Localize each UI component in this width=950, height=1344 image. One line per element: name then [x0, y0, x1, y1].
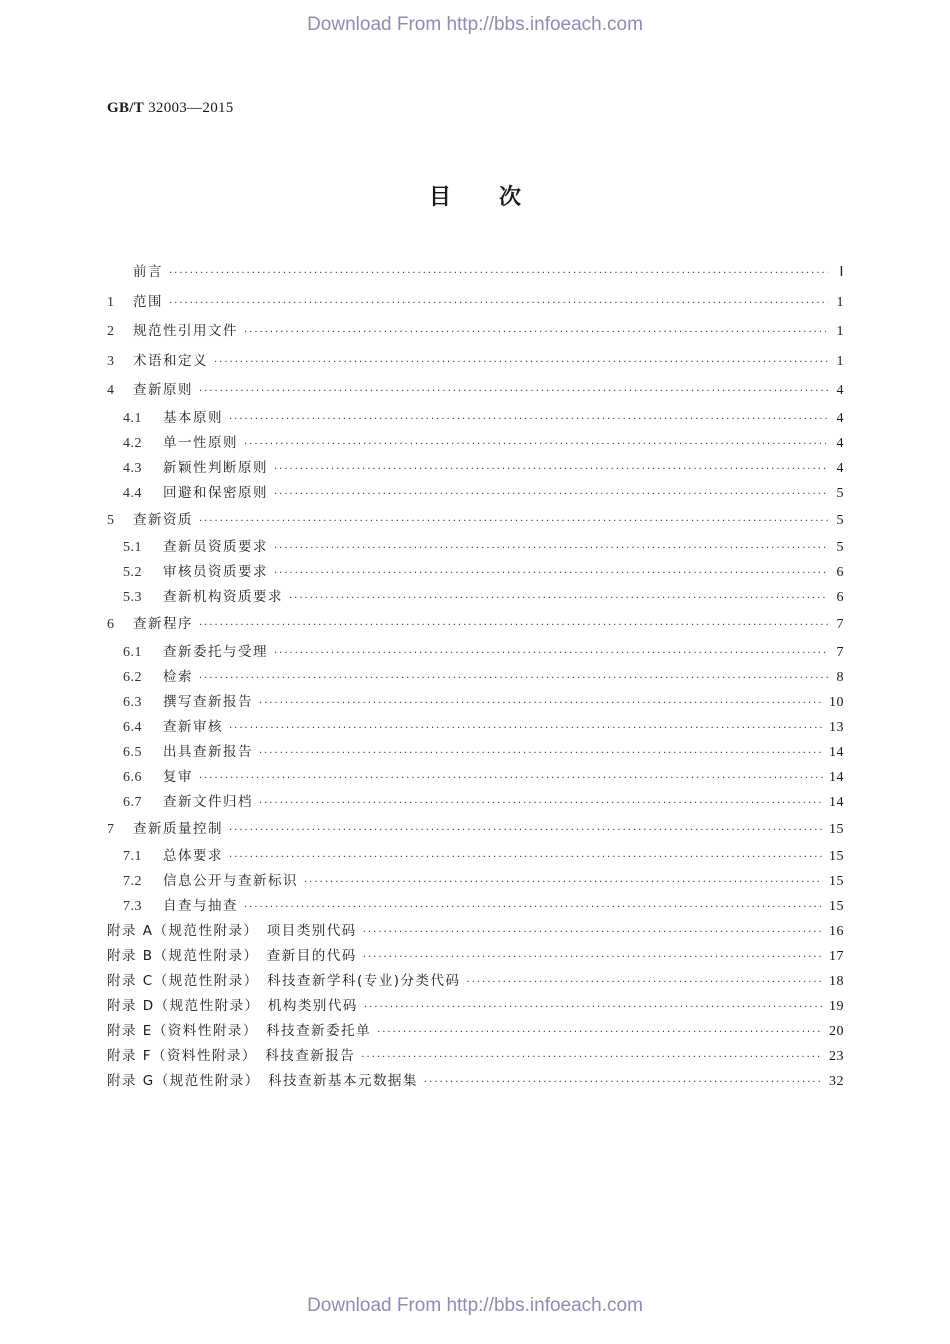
toc-entry-label: 附录 E（资料性附录） 科技查新委托单 [107, 1023, 372, 1039]
toc-entry-number: 7.3 [123, 899, 142, 914]
dot-leader [214, 348, 828, 378]
table-of-contents [107, 258, 844, 1094]
toc-entry[interactable] [107, 347, 844, 377]
toc-entry-page: Ⅰ [839, 265, 844, 280]
toc-entry[interactable] [107, 317, 844, 347]
toc-entry-number: 7.1 [123, 849, 142, 864]
toc-entry[interactable] [107, 994, 844, 1019]
toc-entry[interactable] [107, 690, 844, 715]
toc-entry[interactable] [107, 610, 844, 640]
dot-leader [361, 1045, 823, 1070]
toc-entry-number: 4.4 [123, 485, 142, 501]
toc-entry-number: 6.1 [123, 644, 142, 660]
toc-entry-label: 范围 [133, 293, 163, 310]
toc-entry-number: 5.1 [123, 540, 142, 555]
toc-entry-label: 附录 A（规范性附录） 项目类别代码 [107, 923, 357, 939]
toc-entry-number: 6.7 [123, 794, 142, 810]
toc-entry-number: 4 [107, 383, 115, 398]
toc-entry-label: 查新原则 [133, 382, 193, 398]
toc-entry-number: 7 [107, 821, 115, 837]
dot-leader [229, 407, 828, 432]
watermark-top: Download From http://bbs.infoeach.com [307, 14, 643, 35]
toc-entry[interactable] [107, 288, 844, 318]
toc-entry-label: 查新质量控制 [133, 820, 223, 837]
toc-entry-page: 15 [829, 874, 844, 889]
toc-entry[interactable] [107, 406, 844, 431]
toc-entry-label: 撰写查新报告 [163, 693, 253, 710]
toc-entry-label: 回避和保密原则 [163, 484, 268, 501]
toc-entry-page: 6 [836, 565, 844, 580]
dot-leader [467, 970, 823, 995]
toc-entry-label: 术语和定义 [133, 352, 208, 369]
toc-entry-label: 新颖性判断原则 [163, 459, 268, 476]
toc-entry-page: 15 [829, 849, 844, 864]
toc-entry-label: 附录 B（规范性附录） 查新目的代码 [107, 948, 357, 964]
dot-leader [199, 611, 828, 641]
toc-entry-number: 6.5 [123, 744, 142, 760]
dot-leader [363, 945, 823, 970]
dot-leader [377, 1020, 823, 1045]
dot-leader [259, 791, 823, 816]
toc-entry[interactable] [107, 894, 844, 919]
toc-entry[interactable] [107, 258, 844, 288]
toc-entry-label: 查新资质 [133, 511, 193, 528]
toc-entry[interactable] [107, 869, 844, 894]
watermark-bottom: Download From http://bbs.infoeach.com [307, 1295, 643, 1316]
toc-entry-page: 4 [836, 460, 844, 476]
toc-entry-number: 5 [107, 512, 115, 528]
toc-entry-number: 2 [107, 324, 115, 339]
dot-leader [274, 641, 828, 666]
toc-entry-page: 4 [836, 410, 844, 426]
toc-entry[interactable] [107, 535, 844, 560]
toc-entry-page: 10 [829, 694, 844, 710]
toc-entry-number: 1 [107, 294, 115, 310]
toc-entry-page: 7 [836, 617, 844, 632]
toc-entry-page: 16 [829, 924, 844, 939]
dot-leader [304, 870, 823, 895]
toc-entry-label: 信息公开与查新标识 [163, 873, 298, 889]
dot-leader [274, 457, 828, 482]
dot-leader [229, 716, 823, 741]
dot-leader [259, 741, 823, 766]
dot-leader [274, 561, 828, 586]
dot-leader [199, 666, 828, 691]
toc-entry-number: 6 [107, 617, 115, 632]
toc-entry-number: 6.6 [123, 769, 142, 785]
dot-leader [424, 1070, 823, 1095]
dot-leader [229, 845, 823, 870]
toc-entry-label: 附录 G（规范性附录） 科技查新基本元数据集 [107, 1073, 419, 1089]
toc-entry-number: 6.3 [123, 694, 142, 710]
toc-entry-page: 1 [836, 294, 844, 310]
toc-entry-label: 总体要求 [163, 848, 223, 864]
toc-entry[interactable] [107, 456, 844, 481]
toc-entry-page: 15 [829, 821, 844, 837]
toc-entry-page: 8 [836, 669, 844, 685]
toc-entry-number: 4.3 [123, 460, 142, 476]
dot-leader [363, 920, 823, 945]
toc-entry-page: 7 [836, 644, 844, 660]
toc-entry-label: 前言 [133, 264, 163, 280]
toc-entry-label: 复审 [163, 768, 193, 785]
toc-entry[interactable] [107, 790, 844, 815]
standard-prefix: GB/T [107, 100, 145, 116]
toc-entry[interactable] [107, 919, 844, 944]
toc-entry-label: 附录 F（资料性附录） 科技查新报告 [107, 1048, 356, 1064]
toc-entry-label: 基本原则 [163, 409, 223, 426]
toc-entry[interactable] [107, 815, 844, 845]
toc-entry[interactable] [107, 765, 844, 790]
toc-entry-page: 4 [836, 383, 844, 398]
toc-entry-number: 4.2 [123, 435, 142, 451]
toc-entry-label: 查新文件归档 [163, 793, 253, 810]
toc-entry-number: 7.2 [123, 874, 142, 889]
dot-leader [199, 377, 828, 407]
toc-entry-label: 查新审核 [163, 718, 223, 735]
toc-entry-number: 5.2 [123, 565, 142, 580]
toc-entry-page: 20 [829, 1024, 844, 1039]
toc-title: 目次 [428, 185, 569, 210]
toc-entry-page: 18 [829, 974, 844, 989]
dot-leader [289, 586, 828, 611]
dot-leader [199, 507, 828, 537]
dot-leader [274, 536, 828, 561]
toc-entry-label: 出具查新报告 [163, 743, 253, 760]
toc-entry-page: 15 [829, 899, 844, 914]
dot-leader [229, 816, 823, 846]
toc-entry-page: 14 [829, 769, 844, 785]
toc-entry-page: 17 [829, 949, 844, 964]
toc-entry-label: 附录 C（规范性附录） 科技查新学科(专业)分类代码 [107, 973, 461, 989]
toc-entry-page: 6 [836, 590, 844, 605]
dot-leader [169, 259, 828, 289]
toc-entry[interactable] [107, 944, 844, 969]
dot-leader [169, 289, 828, 319]
toc-entry-number: 6.2 [123, 669, 142, 685]
toc-entry[interactable] [107, 1019, 844, 1044]
dot-leader [364, 995, 823, 1020]
toc-entry-label: 查新程序 [133, 616, 193, 632]
dot-leader [244, 318, 828, 348]
toc-entry[interactable] [107, 585, 844, 610]
toc-entry-page: 5 [836, 540, 844, 555]
dot-leader [199, 766, 823, 791]
toc-entry[interactable] [107, 560, 844, 585]
toc-entry[interactable] [107, 640, 844, 665]
toc-entry[interactable] [107, 665, 844, 690]
toc-entry-label: 自查与抽查 [163, 898, 238, 914]
toc-entry-number: 4.1 [123, 410, 142, 426]
toc-entry[interactable] [107, 969, 844, 994]
toc-entry[interactable] [107, 431, 844, 456]
toc-entry[interactable] [107, 715, 844, 740]
toc-entry-page: 4 [836, 435, 844, 451]
toc-entry[interactable] [107, 1069, 844, 1094]
toc-entry-label: 查新委托与受理 [163, 643, 268, 660]
toc-entry-page: 1 [836, 353, 844, 369]
toc-entry-page: 19 [829, 999, 844, 1014]
toc-entry[interactable] [107, 1044, 844, 1069]
dot-leader [274, 482, 828, 507]
toc-entry[interactable] [107, 376, 844, 406]
dot-leader [244, 432, 828, 457]
toc-entry-label: 检索 [163, 668, 193, 685]
toc-entry-label: 查新机构资质要求 [163, 589, 283, 605]
toc-entry-page: 1 [836, 324, 844, 339]
toc-entry-number: 6.4 [123, 719, 142, 735]
toc-entry-page: 5 [836, 485, 844, 501]
toc-entry[interactable] [107, 481, 844, 506]
standard-code [107, 100, 234, 117]
toc-entry-label: 单一性原则 [163, 434, 238, 451]
toc-entry[interactable] [107, 506, 844, 536]
toc-entry-page: 13 [829, 719, 844, 735]
toc-entry[interactable] [107, 844, 844, 869]
toc-entry-label: 附录 D（规范性附录） 机构类别代码 [107, 998, 358, 1014]
standard-number: 32003—2015 [148, 100, 234, 116]
toc-entry-number: 3 [107, 353, 115, 369]
toc-entry-label: 规范性引用文件 [133, 323, 238, 339]
toc-entry-number: 5.3 [123, 590, 142, 605]
dot-leader [259, 691, 823, 716]
toc-entry[interactable] [107, 740, 844, 765]
dot-leader [244, 895, 823, 920]
toc-entry-page: 23 [829, 1049, 844, 1064]
toc-entry-label: 查新员资质要求 [163, 539, 268, 555]
toc-entry-label: 审核员资质要求 [163, 564, 268, 580]
toc-entry-page: 32 [829, 1074, 844, 1089]
toc-entry-page: 14 [829, 794, 844, 810]
toc-entry-page: 5 [836, 512, 844, 528]
toc-entry-page: 14 [829, 744, 844, 760]
